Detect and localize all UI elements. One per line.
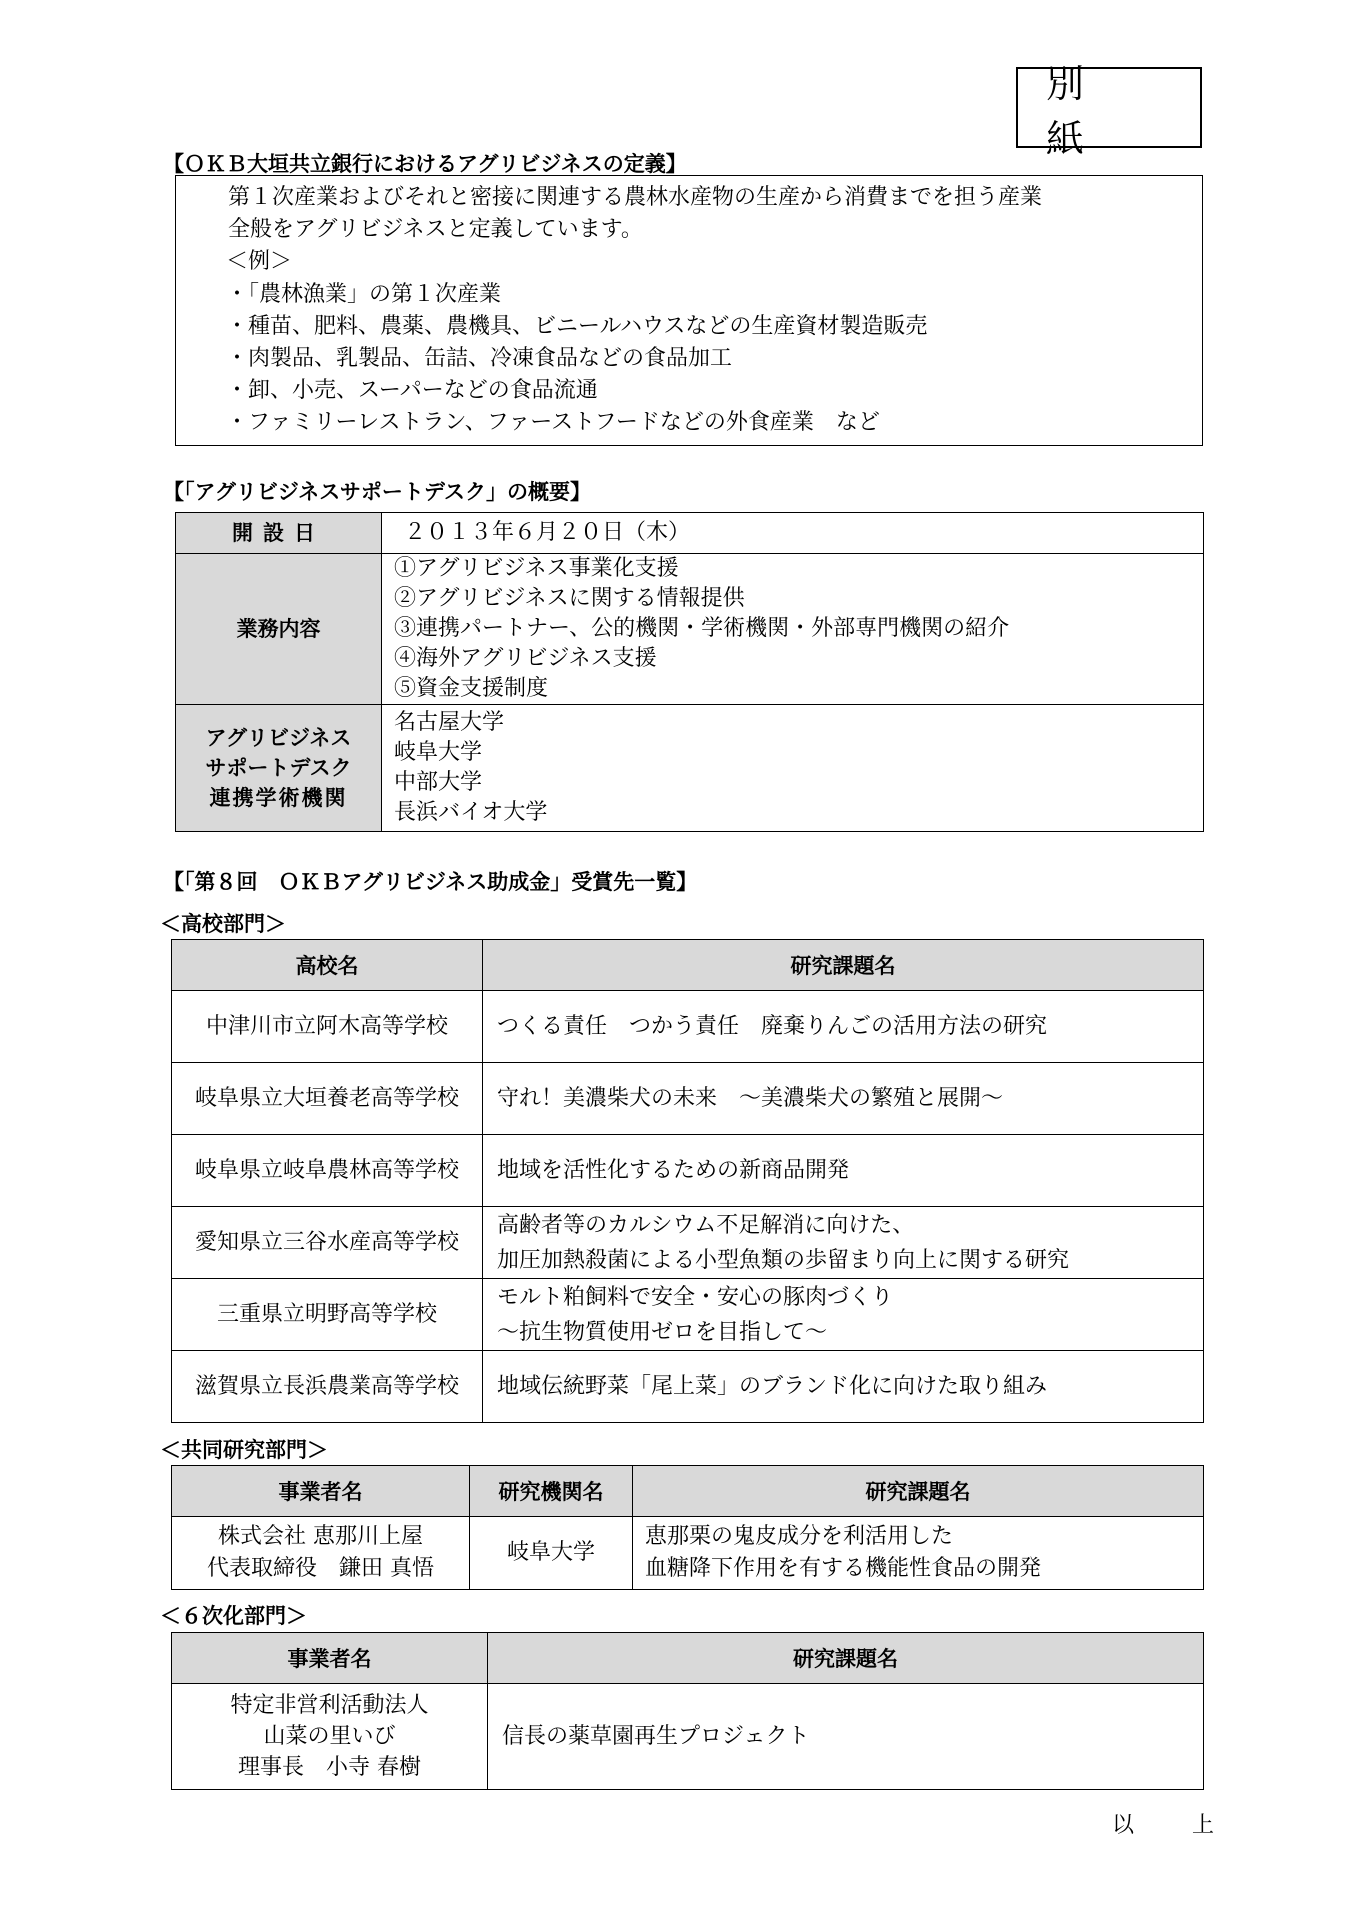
partner-label-line: サポートデスク	[205, 756, 352, 780]
partner-label-line: アグリビジネス	[205, 726, 352, 750]
topic-line: 加圧加熱殺菌による小型魚類の歩留まり向上に関する研究	[497, 1247, 1070, 1273]
research-topic	[483, 991, 1204, 1063]
school-name: 岐阜県立大垣養老高等学校	[172, 1063, 483, 1135]
col-school-header: 高校名	[172, 940, 483, 991]
attachment-stamp: 別 紙	[1016, 67, 1202, 148]
highschool-title: ＜高校部門＞	[160, 912, 286, 936]
col-topic-header: 研究課題名	[488, 1633, 1204, 1684]
definition-line: 第１次産業およびそれと密接に関連する農林水産物の生産から消費までを担う産業	[228, 185, 1043, 210]
partner-item: 名古屋大学	[394, 710, 505, 735]
table-row	[172, 991, 1204, 1063]
desk-table	[175, 512, 1204, 832]
research-topic	[483, 1135, 1204, 1207]
research-topic: 信長の薬草園再生プロジェクト	[488, 1684, 1204, 1790]
research-topic	[483, 1351, 1204, 1423]
school-name: 三重県立明野高等学校	[172, 1279, 483, 1351]
work-item: ④海外アグリビジネス支援	[394, 646, 657, 671]
partner-label	[176, 705, 382, 832]
table-row	[172, 1207, 1204, 1279]
table-row	[172, 1684, 1204, 1790]
topic-line: 地域を活性化するための新商品開発	[497, 1158, 850, 1183]
col-institute-header: 研究機関名	[470, 1466, 633, 1517]
desk-heading: 【「アグリビジネスサポートデスク」の概要】	[163, 480, 591, 504]
company-name	[172, 1684, 488, 1790]
table-row	[172, 1517, 1204, 1590]
research-topic	[483, 1279, 1204, 1351]
definition-line: ・肉製品、乳製品、缶詰、冷凍食品などの食品加工	[226, 346, 733, 372]
institute-name: 岐阜大学	[470, 1517, 633, 1590]
table-row	[172, 1063, 1204, 1135]
open-date-value-text: ２０１３年６月２０日（木）	[404, 520, 691, 545]
topic-line: ～抗生物質使用ゼロを目指して～	[497, 1319, 828, 1345]
school-name: 愛知県立三谷水産高等学校	[172, 1207, 483, 1279]
research-topic	[483, 1063, 1204, 1135]
highschool-table	[171, 939, 1204, 1423]
sixth-title: ＜６次化部門＞	[160, 1604, 307, 1628]
work-items	[382, 554, 1204, 705]
partner-label-line: 連携学術機関	[209, 786, 348, 810]
table-row	[172, 1135, 1204, 1207]
topic-line: 地域伝統野菜「尾上菜」のブランド化に向けた取り組み	[497, 1374, 1048, 1399]
definition-line: ・「農林漁業」の第１次産業	[226, 281, 502, 307]
col-topic-header: 研究課題名	[633, 1466, 1204, 1517]
table-row	[172, 1351, 1204, 1423]
definition-heading: 【ＯＫＢ大垣共立銀行におけるアグリビジネスの定義】	[163, 152, 687, 176]
work-label: 業務内容	[176, 554, 382, 705]
school-name: 中津川市立阿木高等学校	[172, 991, 483, 1063]
awards-heading: 【「第８回 ＯＫＢアグリビジネス助成金」受賞先一覧】	[163, 870, 698, 894]
end-mark: 以 上	[1112, 1813, 1233, 1838]
definition-line: ・卸、小売、スーパーなどの食品流通	[226, 378, 598, 404]
joint-table	[171, 1465, 1204, 1590]
company-line: 山菜の里いび	[263, 1724, 396, 1749]
work-item: ①アグリビジネス事業化支援	[394, 556, 679, 581]
topic-line: モルト粕飼料で安全・安心の豚肉づくり	[497, 1284, 894, 1310]
topic-line: 血糖降下作用を有する機能性食品の開発	[645, 1556, 1042, 1581]
col-company-header: 事業者名	[172, 1633, 488, 1684]
company-line: 理事長 小寺 春樹	[238, 1755, 421, 1780]
col-company-header: 事業者名	[172, 1466, 470, 1517]
topic-line: つくる責任 つかう責任 廃棄りんごの活用方法の研究	[497, 1014, 1048, 1039]
research-topic	[483, 1207, 1204, 1279]
work-item: ②アグリビジネスに関する情報提供	[394, 586, 745, 611]
company-line: 株式会社 恵那川上屋	[218, 1524, 423, 1549]
definition-line: 全般をアグリビジネスと定義しています。	[228, 217, 643, 243]
work-item: ⑤資金支援制度	[394, 676, 549, 701]
company-line: 特定非営利活動法人	[230, 1693, 429, 1718]
company-line: 代表取締役 鎌田 真悟	[207, 1556, 434, 1581]
partner-item: 中部大学	[394, 770, 483, 795]
definition-line: ・種苗、肥料、農薬、農機具、ビニールハウスなどの生産資材製造販売	[226, 313, 928, 339]
school-name: 滋賀県立長浜農業高等学校	[172, 1351, 483, 1423]
company-name	[172, 1517, 470, 1590]
open-date-label	[176, 513, 382, 554]
topic-line: 高齢者等のカルシウム不足解消に向けた、	[497, 1212, 915, 1238]
topic-line: 守れ！美濃柴犬の未来 ～美濃柴犬の繁殖と展開～	[497, 1086, 1004, 1111]
school-name: 岐阜県立岐阜農林高等学校	[172, 1135, 483, 1207]
topic-line: 恵那栗の鬼皮成分を利活用した	[645, 1524, 954, 1549]
col-topic-header: 研究課題名	[483, 940, 1204, 991]
definition-line: ・ファミリーレストラン、ファーストフードなどの外食産業 など	[226, 410, 880, 436]
table-row	[172, 1279, 1204, 1351]
joint-title: ＜共同研究部門＞	[160, 1438, 328, 1462]
definition-line: ＜例＞	[226, 249, 293, 275]
sixth-table	[171, 1632, 1204, 1790]
partner-items	[382, 705, 1204, 832]
partner-item: 岐阜大学	[394, 740, 483, 765]
work-item: ③連携パートナー、公的機関・学術機関・外部専門機関の紹介	[394, 616, 1010, 641]
research-topic	[633, 1517, 1204, 1590]
open-date-value	[382, 513, 1204, 554]
definition-box	[175, 175, 1203, 446]
open-date-label-text: 開設日	[232, 521, 325, 545]
partner-item: 長浜バイオ大学	[394, 800, 548, 825]
